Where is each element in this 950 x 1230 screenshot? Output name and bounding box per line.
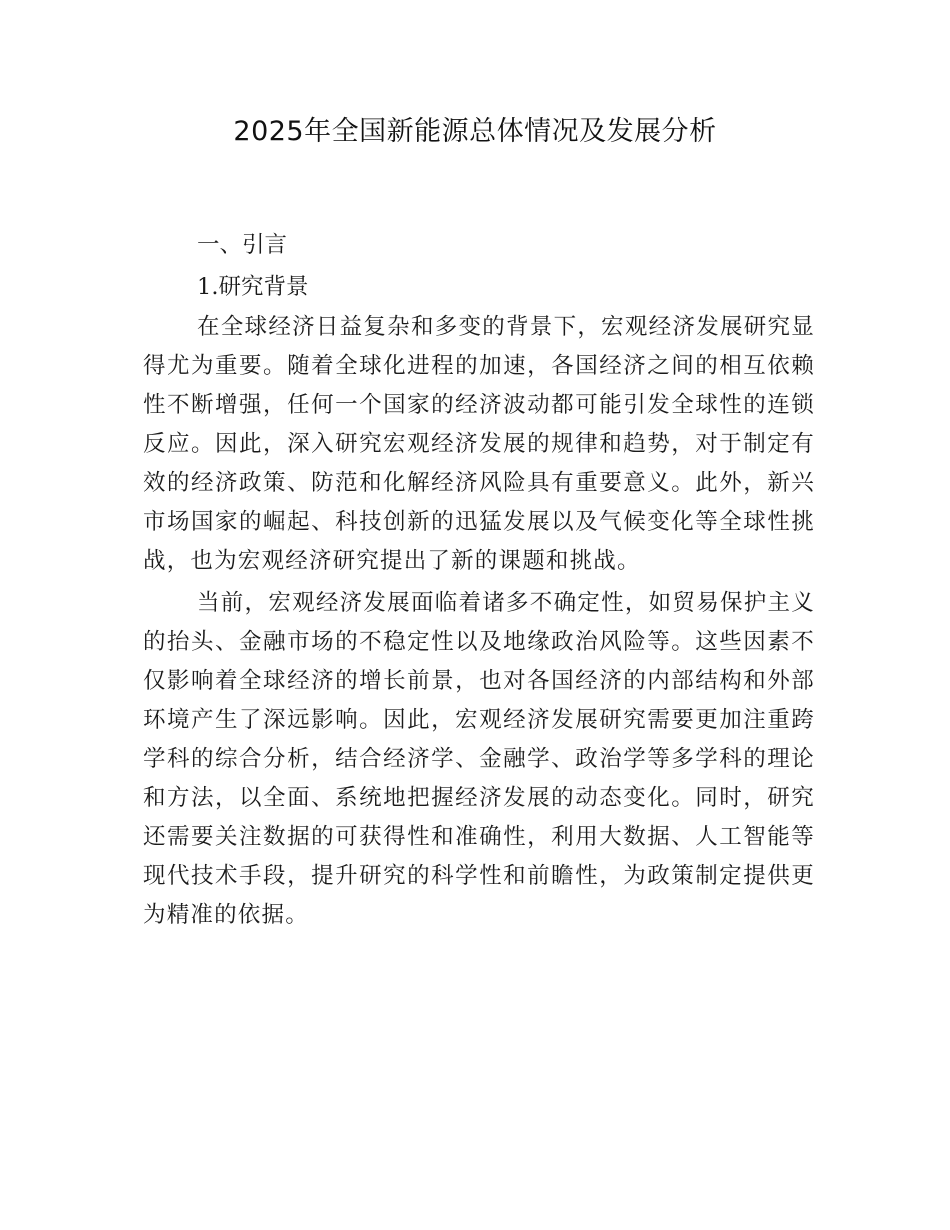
subsection-heading: 1.研究背景 bbox=[197, 274, 309, 300]
document-title: 2025年全国新能源总体情况及发展分析 bbox=[233, 116, 717, 147]
section-heading: 一、引言 bbox=[197, 232, 288, 258]
body-paragraph: 当前，宏观经济发展面临着诸多不确定性，如贸易保护主义的抬头、金融市场的不稳定性以及地缘政治风险等。这些因素不仅影响着全球经济的增长前景，也对各国经济的内部结构和外部环境产生了深远影响。因此，宏观经济发展研究需要更加注重跨学科的综合分析，结合经济学、金融学、政治学等多学科的理论和方法，以全面、系统地把握经济发展的动态变化。同时，研究还需要关注数据的可获得性和准确性，利用大数据、人工智能等现代技术手段，提升研究的科学性和前瞻性，为政策制定提供更为精准的依据。 bbox=[143, 590, 815, 928]
document-body bbox=[143, 224, 815, 935]
body-paragraph: 在全球经济日益复杂和多变的背景下，宏观经济发展研究显得尤为重要。随着全球化进程的加速，各国经济之间的相互依赖性不断增强，任何一个国家的经济波动都可能引发全球性的连锁反应。因此，深入研究宏观经济发展的规律和趋势，对于制定有效的经济政策、防范和化解经济风险具有重要意义。此外，新兴市场国家的崛起、科技创新的迅猛发展以及气候变化等全球性挑战，也为宏观经济研究提出了新的课题和挑战。 bbox=[143, 314, 815, 574]
